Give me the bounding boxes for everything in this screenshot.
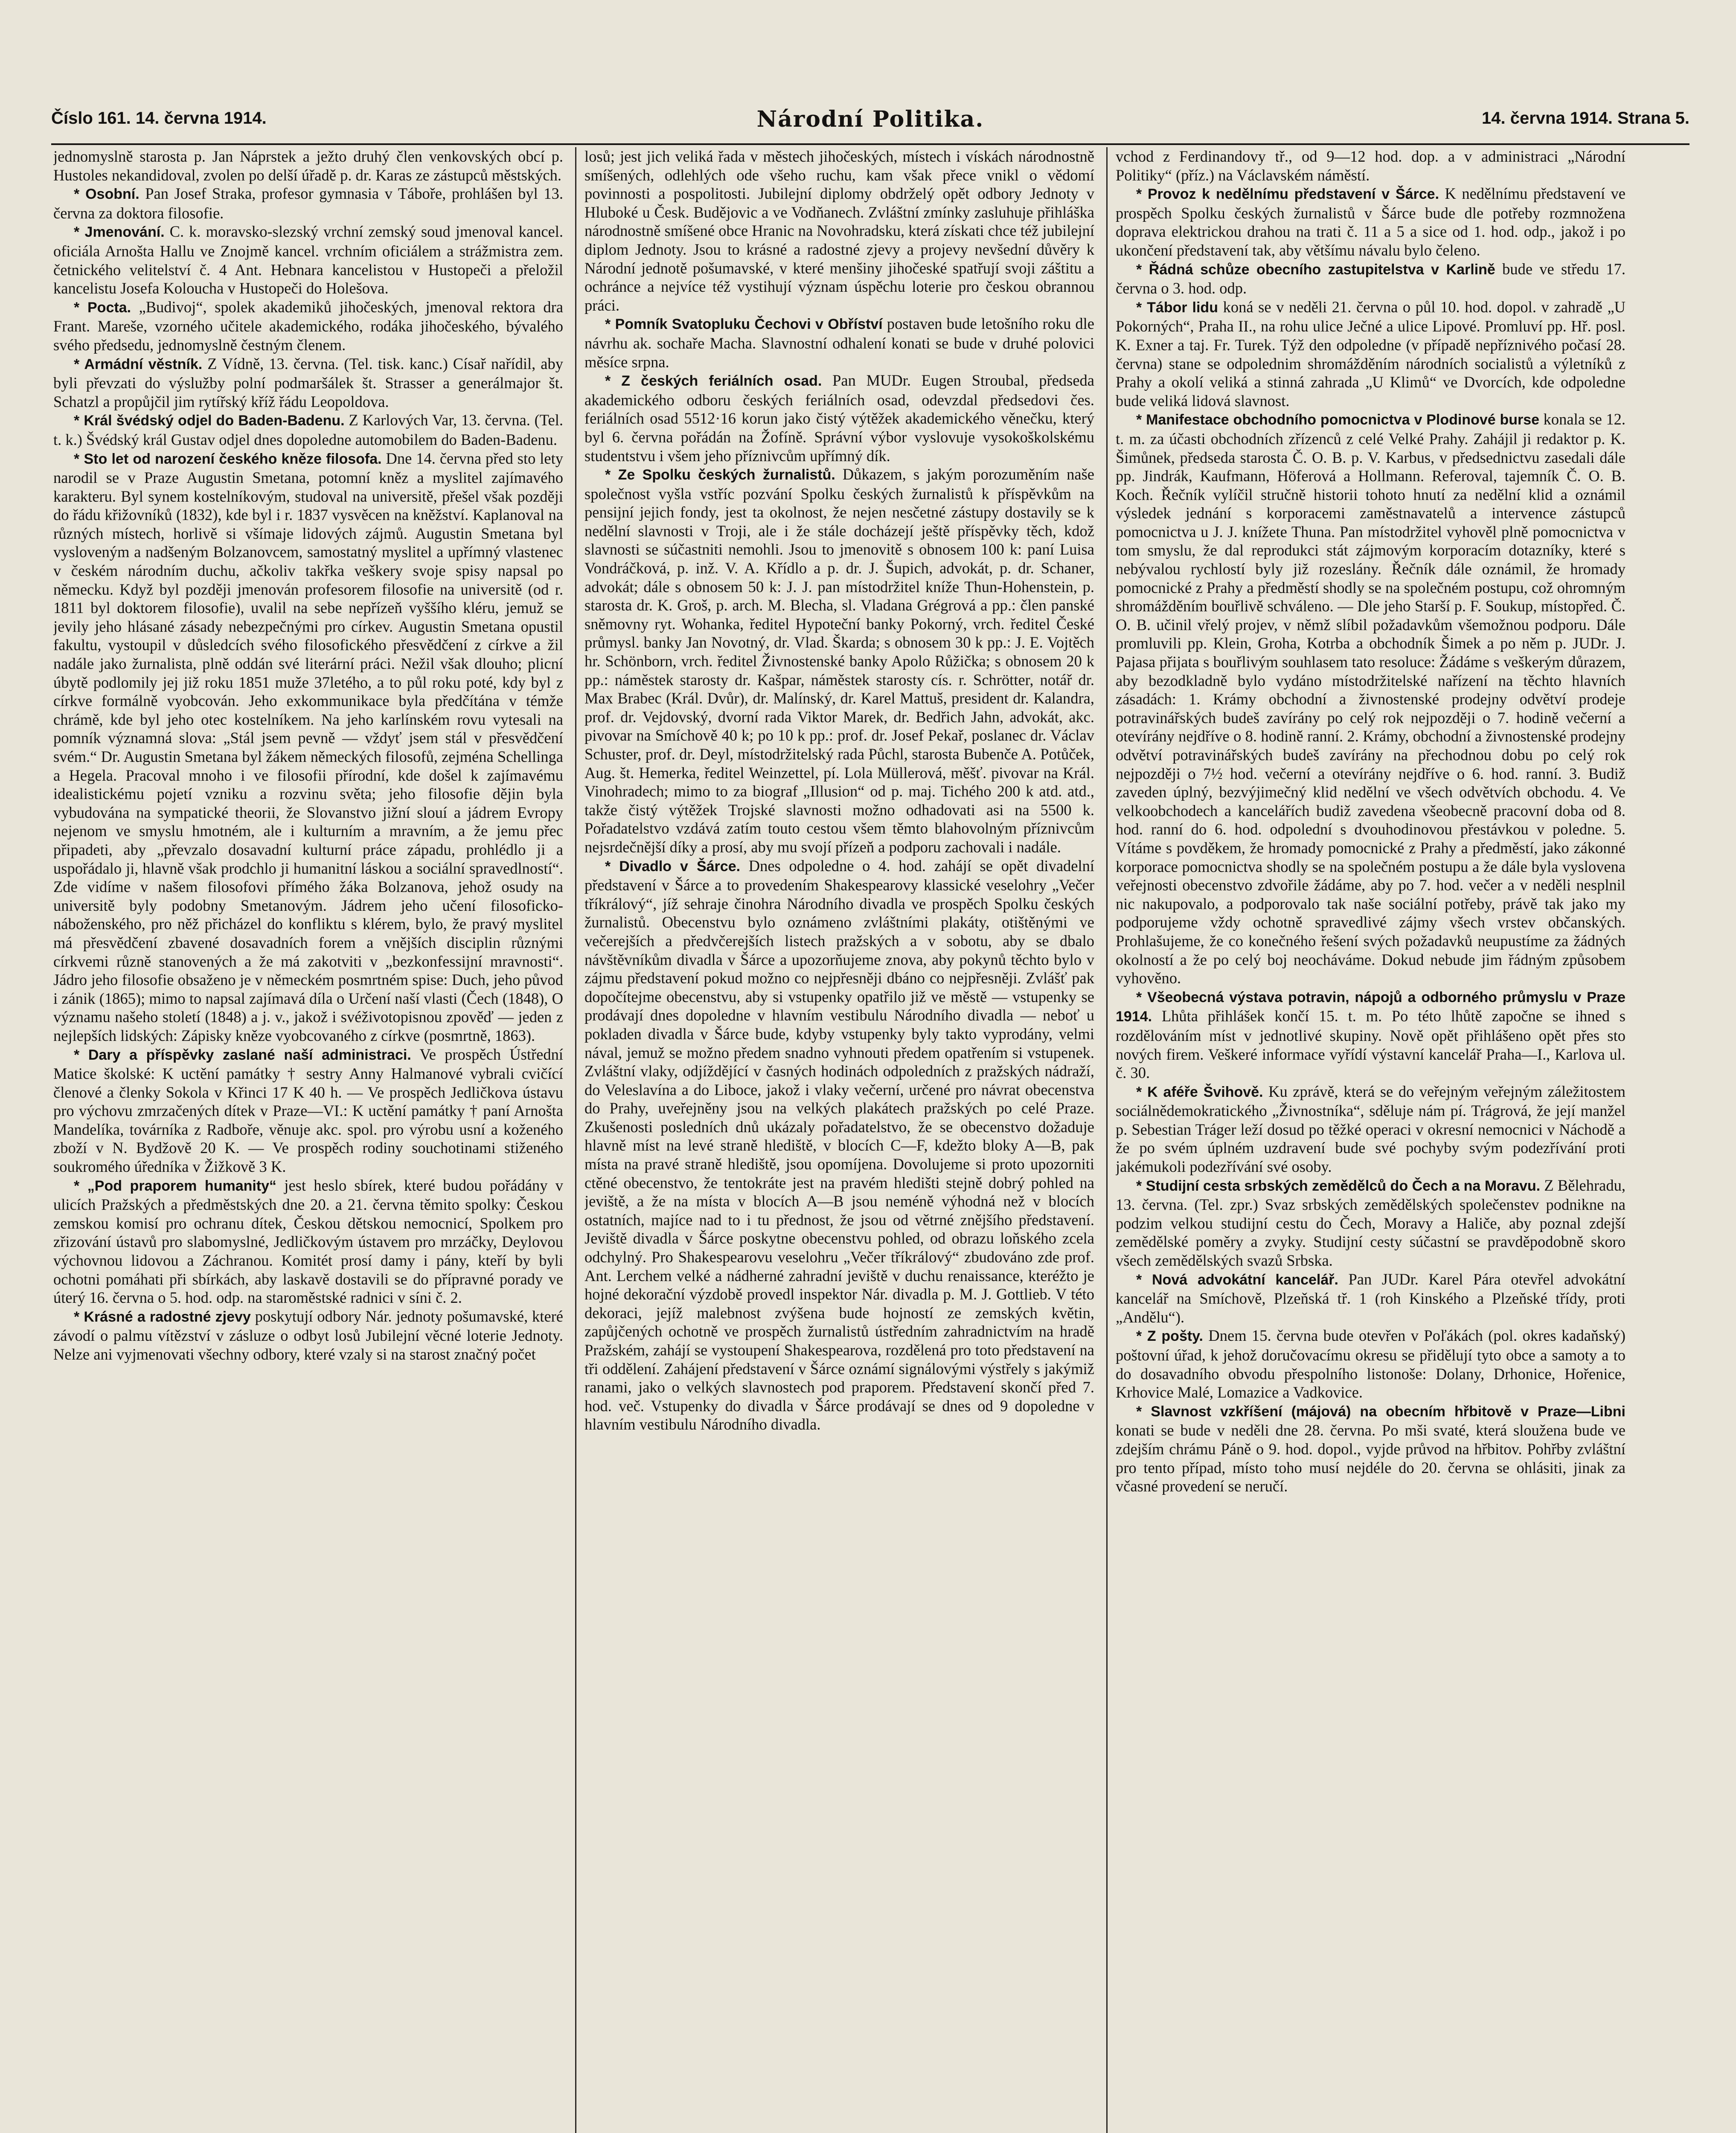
- article-paragraph: [584, 371, 1094, 465]
- article-paragraph: [1116, 260, 1626, 298]
- article-paragraph: [53, 1045, 563, 1176]
- article-paragraph: [53, 298, 563, 355]
- article-text: Dne 14. června před sto lety narodil se v Praze Augustin Smetana, potomní kněz a myslitel zajímavého karakteru. Byl synem kostelníkovým, studoval na universitě, přešel však později do řádu křižovníků (1832), kde byl i r. 1837 vysvěcen na kněžství. Kaplanoval na různých místech, horlivě si všímaje lidových zájmů. Augustin Smetana byl vysloveným a nadšeným Bolzanovcem, samostatný myslitel a upřímný vlastenec v českém národním duchu, ačkoliv takřka veškery svoje spisy napsal po německu. Když byl později jmenován profesorem filosofie na universitě (od r. 1811 byl doktorem filosofie), uvalil na sebe nepřízeň vyššího kléru, jemuž se jevily jeho hlásané zásady nebezpečnými pro církev. Augustin Smetana opustil fakultu, vystoupil v důsledcích svého filosofického přesvědčení z církve a žil nadále jako žurnalista, plně oddán své literární práci. Nežil však dlouho; plicní úbytě podlomily jej již roku 1851 muže 37letého, a to půl roku poté, kdy byl z církve formálně vyobcován. Jeho exkommunikace byla předčítána v témže chrámě, kde byl jeho otec kostelníkem. Na jeho karlínském rovu vytesali na pomník významná slova: „Stál jsem pevně — vždyť jsem stál v přesvědčení svém.“ Dr. Augustin Smetana byl žákem německých filosofů, zejména Schellinga a Hegela. Pracoval mnoho i ve filosofii přírodní, kde došel k zajímavému idealistickému pojetí vzniku a rozvinu světa; jeho filosofie dějin byla vybudována na sympatické theorii, že Slovanstvo jižní slouí a jádrem Evropy nejenom ve smyslu hmotném, ale i kulturním a mravním, a že jemu přec připadeti, aby „převzalo dosavadní kulturní práce západu, prohlédlo ji a uspořádalo ji, hlavně však prodchlo ji humanitní láskou a sociální spravedlností“. Zde vidíme v našem filosofovi přímého žáka Bolzanova, jehož osudy na universitě byly podobny Smetanovým. Jádrem jeho učení filosoficko-náboženského, pro něž přicházel do konfliktu s klérem, bylo, že pravý myslitel má přesvědčení zbavené dosavadních forem a vnějších disciplin různými církvemi různě stanovených a že má zakotviti v „bezkonfessijní mravnosti“. Jádro jeho filosofie obsaženo je v německém posmrtném spise: Duch, jeho původ i zánik (1865); mimo to napsal zajímavá díla o Určení naší vlasti (Čech (1848), O významu našeho století (1848) a j. v., jakož i svéživotopisnou zpověď — jeden z nejlepších lidských: Zápisky kněze vyobcovaného z církve (posmrtně, 1863).: [53, 449, 563, 1044]
- article-text: Pan MUDr. Eugen Stroubal, předseda akademického odboru českých feriálních osad, odevzdal předsedovi čes. feriálních osad 5512·16 korun jako čistý výtěžek akademického věnečku, který byl 6. června pořádán na Žofíně. Správní výbor vyslovuje vysokoškolskému studentstvu i všem jeho příznivcům upřímný dík.: [584, 372, 1094, 465]
- article-heading: * Z českých feriálních osad.: [605, 373, 822, 389]
- article-paragraph: [1116, 1082, 1626, 1176]
- article-paragraph: [584, 465, 1094, 856]
- article-text: jednomyslně starosta p. Jan Náprstek a ježto druhý člen venkovských obcí p. Hustoles nekandidoval, zvolen po delší úřadě p. dr. Karas ze zástupců městských.: [53, 148, 563, 184]
- article-heading: * Krásné a radostné zjevy: [74, 1308, 251, 1325]
- article-heading: * Pocta.: [74, 299, 131, 316]
- column-divider: [575, 147, 576, 2133]
- article-paragraph: [1116, 1402, 1626, 1496]
- article-text: poskytují odbory Nár. jednoty pošumavské, které závodí o palmu vítězství v zásluze o odbyt losů Jubilejní věcné loterie Jednoty. Nelze ani vyjmenovati všechny odbory, které vzaly si na starost značný počet: [53, 1307, 563, 1363]
- date-page-number: 14. června 1914. Strana 5.: [1482, 109, 1689, 128]
- article-text: Dnem 15. června bude otevřen v Poľákách (pol. okres kadaňský) poštovní úřad, k jehož doručovacímu okresu se přidělují tyto obce a samoty a to do dosavadního obvodu přespolního listonoše: Dolany, Drhonice, Hořenice, Krhovice Malé, Lomazice a Vadkovice.: [1116, 1327, 1626, 1401]
- article-heading: * Všeobecná výstava potravin, nápojů a odborného průmyslu v Praze 1914.: [1116, 989, 1626, 1025]
- article-heading: * K aféře Švihově.: [1136, 1084, 1263, 1100]
- article-paragraph: [53, 449, 563, 1045]
- article-text: koná se v neděli 21. června o půl 10. hod. dopol. v zahradě „U Pokorných“, Praha II., na rohu ulice Ječné a ulice Lipové. Promluví pp. Hř. posl. K. Exner a taj. Fr. Turek. Týž den odpoledne (v případě nepříznivého počasí 28. června) stane se odpolednim shromážděním národních socialistů a výletníků z Prahy a okolí veliká a stinná zahrada „U Klimů“ ve Dvorcích, kde odpoledne bude veliká lidová slavnost.: [1116, 298, 1626, 410]
- article-text: Ku zprávě, která se do veřejným veřejným záležitostem sociálnědemokratického „Živnostníka“, sděluje nám pí. Trágrová, že její manžel p. Sebestian Tráger leží dosud po těžké operaci v okresní nemocnici v Náchodě a že po svém úplném uzdravení bude své pochyby svým podezřívání proti jakémukoli podezřívání své osoby.: [1116, 1082, 1626, 1176]
- article-text: Pan JUDr. Karel Pára otevřel advokátní kancelář na Smíchově, Plzeňská tř. 1 (roh Kinského a Plzeňské třídy, proti „Andělu“).: [1116, 1270, 1626, 1326]
- article-heading: * Tábor lidu: [1136, 299, 1218, 316]
- article-text: Z Vídně, 13. června. (Tel. tisk. kanc.) Císař nařídil, aby byli převzati do výslužby polní podmaršálek št. Strasser a generálmajor št. Schatzl a propůjčil jim rytířský kříž řádu Leopoldova.: [53, 355, 563, 410]
- article-text: „Budivoj“, spolek akademiků jihočeských, jmenoval rektora dra Frant. Mareše, vzorného učitele akademického, rodáka jihočeského, bývalého svého předsedu, jednomyslně čestným členem.: [53, 298, 563, 354]
- article-text: Lhůta přihlášek končí 15. t. m. Po této lhůtě započne se ihned s rozdělováním míst v jednotlivé skupiny. Nově opět přihlášeno opět přes sto nových firem. Veškeré informace vyřídí výstavní kancelář Praha—I., Karlova ul. č. 30.: [1116, 1007, 1626, 1082]
- article-text: konala se 12. t. m. za účasti obchodních zřízenců z celé Velké Prahy. Zahájil ji redaktor p. K. Šimůnek, předseda starosta Č. O. B. p. V. Karbus, v předsednictvu zasedali dále pp. Jindrák, Kaufmann, Höferová a Hollmann. Referoval, tajemník Č. O. B. Koch. Řečník vylíčil stručně historii tohoto hnutí za nedělní klid a oznámil výsledek jednání s korporacemi zaměstnavatelů a intervence zástupců pomocnictva u J. J. knížete Thuna. Pan místodržitel vyhověl plně pomocnictva v tom smyslu, že dal reprodukci stát zájmovým korporacím dotazníky, které s nebývalou rychlostí byly již rozeslány. Řečník dále oznámil, že hromady pomocnické z Prahy a předměstí shodly se na společném postupu, což ohromným shromážděním bouřlivě schváleno. — Dle jeho Starší p. F. Soukup, místopřed. Č. O. B. učinil vřelý projev, v němž slíbil požadavkům všemožnou podporu. Dále promluvili pp. Klein, Groha, Kotrba a obchodník Šimek a po něm p. JUDr. J. Pajasa přijata s bouřlivým souhlasem tato resoluce: Žádáme s veškerým důrazem, aby bezodkladně bylo vydáno místodržitelské nařízení na těchto hlavních zásadách: 1. Krámy obchodní a živnostenské prodejny odvětví prodeje potravinářských budeš zavírány po celý rok nejpozději o 7. hodině večerní a otevírány nejdříve o 8. hodině ranní. 2. Krámy, obchodní a živnostenské prodejny odvětví potravinářských budeš zavírány na přechodnou dobu po celý rok nejpozději o 7½ hod. večerní a otevírány nejdříve o 6. hod. ranní. 3. Budiž zaveden úplný, bezvýjimečný klid nedělní ve všech odvětvích obchodu. 4. Ve velkoobchodech a kancelářích budiž zavedena všeobecně pracovní doba od 8. hod. ranní do 6. hod. odpolední s dvouhodinovou přestávkou v poledne. 5. Vítáme s povděkem, že hromady pomocnické z Prahy a předměstí, jako zákonné korporace pomocnictva shodly se na společném postupu a že dále byla vyslovena veřejnosti obecenstvo zdvořile žádáme, aby po 7. hod. večer a v neděli nesplnil nic nakupovalo, a podporovalo tak naše sociální potřeby, právě tak jako my podporujeme vždy ochotně spravedlivé zájmy všech vrstev občanských. Prohlašujeme, že co konečného řešení svých požadavků neupustíme za žádných okolností a že po celý boj neocháváme. Dokud nebude jim řádným způsobem vyhověno.: [1116, 410, 1626, 987]
- column-3: [1116, 147, 1626, 2133]
- article-heading: * Z pošty.: [1136, 1328, 1204, 1345]
- header-rule: [51, 143, 1689, 145]
- article-heading: * Provoz k nedělnímu představení v Šárce.: [1136, 186, 1439, 203]
- article-text: konati se bude v neděli dne 28. června. Po mši svaté, která sloužena bude ve zdejším chrámu Páně o 9. hod. dopol., vyjde průvod na hřbitov. Pohřby zvláštní pro tento případ, místo toho musí nejdéle do 20. června se ohlásiti, jinak za včasné provedení se neručí.: [1116, 1421, 1626, 1495]
- column-2: [584, 147, 1094, 2133]
- article-paragraph: [53, 355, 563, 411]
- article-heading: * Jmenování.: [74, 224, 165, 241]
- article-text: Ve prospěch Ústřední Matice školské: K uctění památky † sestry Anny Halmanové vybrali cvičící členové a členky Sokola v Křinci 17 K 40 h. — Ve prospěch Jedličkova ústavu pro výchovu zmrzačených dítek v Praze—VI.: K uctění památky † paní Arnošta Mandelíka, továrníka z Radboře, věnuje akc. spol. pro výrobu usní a koženého zboží v N. Bydžově 20 K. — Ve prospěch rodiny souchotinami stiženého soukromého úředníka v Žižkově 3 K.: [53, 1045, 563, 1176]
- article-text: Pan Josef Straka, profesor gymnasia v Táboře, prohlášen byl 13. června za doktora filosofie.: [53, 185, 563, 222]
- article-text: C. k. moravsko-slezský vrchní zemský soud jmenoval kancel. oficiála Arnošta Hallu ve Znojmě kancel. vrchním oficiálem a strážmistra zem. četnického velitelství č. 4 Ant. Hebnara kancelistou v Hustopeči a přeložil kancelistu Josefa Koloucha v Hustopeči do Holešova.: [53, 223, 563, 297]
- column-1: [53, 147, 563, 2133]
- article-paragraph: [1116, 1270, 1626, 1327]
- article-text: jest heslo sbírek, které budou pořádány v ulicích Pražských a předměstských dne 20. a 21. června těmito spolky: Českou zemskou komisí pro ochranu dítek, Českou dětskou nemocnicí, Spolkem pro zřizování ústavů pro slabomyslné, Jedličkovým ústavem pro mrzáčky, Deylovou výchovnou lidovou a Záchranou. Komitét prosí damy i pány, kteří by byli ochotni pomáhati při sbírkách, aby laskavě dostavili se do přípravné porady ve úterý 16. června o 5. hod. odp. na staroměstské radnici v síni č. 2.: [53, 1176, 563, 1307]
- article-text: losů; jest jich veliká řada v městech jihočeských, místech i vískách národnostně smíšených, odlehlých ode všeho ruchu, kam však přece vnikl o vědomí povinnosti a pospolitosti. Jubilejní diplomy obdrželý opět odbory Jednoty v Hluboké u Česk. Budějovic a ve Vodňanech. Zvláštní zmínky zasluhuje přihláška národnostně smíšené obce Hranic na Novohradsku, která získati chce též jubilejní diplom Jednoty. Jsou to krásné a radostné zjevy a projevy nevšední důvěry k Národní jednotě pošumavské, v které menšiny jihočeské spatřují svoji záštitu a ochránce a nejvíce též vystihují význam úspěchu loterie pro českou obrannou práci.: [584, 148, 1094, 314]
- article-paragraph: [53, 222, 563, 297]
- article-paragraph: [53, 411, 563, 449]
- article-heading: * Manifestace obchodního pomocnictva v Plodinové burse: [1136, 412, 1540, 428]
- article-text: Z Bělehradu, 13. června. (Tel. zpr.) Svaz srbských zemědělských společenstev podnikne na podzim velkou studijní cestu do Čech, Moravy a Haliče, aby poznal zdejší zemědělské poměry a zvyky. Studijní cesty súčastní se pravděpodobně skoro všech zemědělských svazů Srbska.: [1116, 1176, 1626, 1270]
- article-heading: * Sto let od narození českého kněze filosofa.: [74, 450, 382, 467]
- article-paragraph: [53, 147, 563, 184]
- article-text: bude ve středu 17. června o 3. hod. odp.: [1116, 260, 1626, 297]
- article-paragraph: [584, 314, 1094, 371]
- article-heading: * Divadlo v Šárce.: [605, 858, 741, 875]
- article-paragraph: [53, 184, 563, 222]
- page-header: [51, 106, 1689, 143]
- article-paragraph: [584, 857, 1094, 1434]
- article-heading: * Dary a příspěvky zaslané naší administraci.: [74, 1046, 411, 1063]
- article-paragraph: [1116, 298, 1626, 410]
- article-heading: * Pomník Svatopluku Čechovi v Obříství: [605, 316, 883, 333]
- article-text: postaven bude letošního roku dle návrhu ak. sochaře Macha. Slavnostní odhalení konati se bude v druhé polovici měsíce srpna.: [584, 315, 1094, 371]
- article-paragraph: [1116, 410, 1626, 987]
- article-paragraph: [53, 1307, 563, 1364]
- article-paragraph: [1116, 1176, 1626, 1270]
- article-heading: * Slavnost vzkříšení (májová) na obecním hřbitově v Praze—Libni: [1136, 1403, 1626, 1420]
- article-heading: * Král švédský odjel do Baden-Badenu.: [74, 413, 345, 429]
- article-paragraph: [1116, 184, 1626, 259]
- article-paragraph: [53, 1176, 563, 1307]
- article-text: K nedělnímu představení ve prospěch Spolku českých žurnalistů v Šárce bude dle potřeby rozmnožena doprava elektrickou drahou na trati č. 11 a 5 a sice od 1. hod. odp., jakož i po ukončení představení tak, aby většímu návalu bylo čeleno.: [1116, 185, 1626, 259]
- article-heading: * Armádní věstník.: [74, 356, 203, 372]
- article-heading: * Nová advokátní kancelář.: [1136, 1271, 1338, 1288]
- article-heading: * Řádná schůze obecního zastupitelstva v Karlině: [1136, 261, 1495, 278]
- column-divider: [1106, 147, 1108, 2133]
- article-text: vchod z Ferdinandovy tř., od 9—12 hod. dop. a v administraci „Národní Politiky“ (příz.) na Václavském náměstí.: [1116, 148, 1626, 184]
- article-text: Důkazem, s jakým porozuměním naše společnost vyšla vstříc pozvání Spolku českých žurnalistů k příspěvkům na pensijní jejich fondy, jest ta okolnost, že nejen nesčetné zástupy dostavily se k nedělní slavnosti v Troji, ale i že stále docházejí ještě příspěvky těch, kdož slavnosti se súčastniti nemohli. Jsou to jmenovitě s obnosem 100 k: paní Luisa Vondráčková, p. inž. V. A. Křídlo a p. dr. J. Šupich, advokát, p. dr. Schaner, advokát; dále s obnosem 50 k: J. J. pan místodržitel kníže Thun-Hohenstein, p. starosta dr. K. Groš, p. arch. M. Blecha, sl. Vladana Grégrová a pp.: člen panské sněmovny ryt. Wohanka, ředitel Hypoteční banky Pokorný, vrch. ředitel České průmysl. banky Jan Novotný, dr. Vlad. Škarda; s obnosem 30 k pp.: J. E. Vojtěch hr. Schönborn, vrch. ředitel Živnostenské banky Apolo Růžička; s obnosem 20 k pp.: náměstek starosty dr. Kašpar, náměstek starosty cís. r. Schrötter, notář dr. Max Brabec (Král. Dvůr), dr. Malínský, dr. Karel Mattuš, president dr. Kalandra, prof. dr. Vejdovský, dvorní rada Viktor Marek, dr. Bedřich Jahn, advokát, akc. pivovar na Smíchově 40 k; po 10 k pp.: prof. dr. Josef Pekař, poslanec dr. Václav Schuster, prof. dr. Deyl, místodržitelský rada Půchl, starosta Bubenče A. Potůček, Aug. št. Hemerka, ředitel Weinzettel, pí. Lola Müllerová, měšť. pivovar na Král. Vinohradech; mimo to za biograf „Illusion“ od p. maj. Tichého 200 k atd. atd., takže čistý výtěžek Trojské slavnosti možno odhadovati asi na 5500 k. Pořadatelstvo vzdává zatím touto cestou všem těmto blahovolným příznivcům nejsrdečnější díky a prosí, aby mu svojí přízeň a podporu zachovali i nadále.: [584, 465, 1094, 856]
- article-heading: * Studijní cesta srbských zemědělců do Čech a na Moravu.: [1136, 1177, 1541, 1194]
- article-heading: * Ze Spolku českých žurnalistů.: [605, 467, 835, 483]
- article-paragraph: [1116, 1326, 1626, 1401]
- article-paragraph: [1116, 147, 1626, 184]
- article-paragraph: [1116, 988, 1626, 1082]
- article-paragraph: [584, 147, 1094, 314]
- article-text: Z Karlových Var, 13. června. (Tel. t. k.) Švédský král Gustav odjel dnes dopoledne automobilem do Baden-Badenu.: [53, 411, 563, 448]
- article-text: Dnes odpoledne o 4. hod. zahájí se opět divadelní představení v Šárce a to provedením Shakespearovy klassické veselohry „Večer tříkrálový“, jíž sehraje činohra Národního divadla ve prospěch Spolku českých žurnalistů. Obecenstvu bylo oznámeno zvláštními plakáty, otištěnými ve večerejších a předvčerejších listech pražských a v sobotu, aby se dbalo návštěvníkům divadla v Šárce a upozorňujeme znova, aby pokynů těchto bylo v zájmu představení pokud možno co nejpřesněji dbáno co nejpřesněji. Zvlášť pak dopočítejme obecenstvu, aby si vstupenky opatřilo již ve městě — vstupenky se prodávají dnes dopoledne v hlavním vestibulu Národního divadla — neboť u pokladen divadla v Šárce bude, kdyby vstupenky byly takto vyprodány, velmi nával, jemuž se možno předem snadno vyhnouti předem opatřením si vstupenek. Zvláštní vlaky, odjíždějící v časných hodinách odpoledních z pražských nádraží, do Veleslavína a do Liboce, jakož i vlaky večerní, určené pro návrat obecenstva do Prahy, uveřejněny jsou na velkých plakátech pražských po celé Praze. Zkušenosti posledních dnů ukázaly pořadatelstvo, že se obecenstvo dožaduje hlavně míst na levé straně hlediště, v blocích C—F, kdežto bloky A—B, pak místa na pravé straně hlediště, jsou opomíjena. Dovolujeme si proto upozorniti ctěné obecenstvo, že tentokráte jest na pravém hledišti stejně dobrý pohled na jeviště, a že na místa v blocích A—B jsou neméně výhodná než v blocích ostatních, majíce nad to i tu přednost, že jsou od větrné znějšího představení. Jeviště divadla v Šárce poskytne obecenstvu pohled, od obrazu loňského zcela odchylný. Pro Shakespearovu veselohru „Večer tříkrálový“ zbudováno zde prof. Ant. Lerchem velké a nádherné zahradní jeviště v duchu renaissance, kteréžto je hojné dekorační výzdobě provedl inspektor Nár. divadla p. M. J. Gottlieb. V této dekoraci, jejíž malebnost zvýšena bude hojností ze zemských květin, zapůjčených ochotně ve prospěch žurnalistů ústředním zahradnictvím na hradě Pražském, zahájí se vystoupení Shakespearova, rozdělená pro toto představení na tři oddělení. Zahájení představení v Šárce oznámí signálovými výstřely s jakýmiž ranami, jako o velkých slavnostech pod praporem. Představení skončí před 7. hod. več. Vstupenky do divadla v Šárce prodávají se dnes od 9 dopoledne v hlavním vestibulu Národního divadla.: [584, 857, 1094, 1433]
- article-heading: * Osobní.: [74, 186, 140, 203]
- article-heading: * „Pod praporem humanity“: [74, 1177, 277, 1194]
- masthead-title: Národní Politika.: [756, 106, 984, 132]
- issue-number-date: Číslo 161. 14. června 1914.: [51, 109, 267, 128]
